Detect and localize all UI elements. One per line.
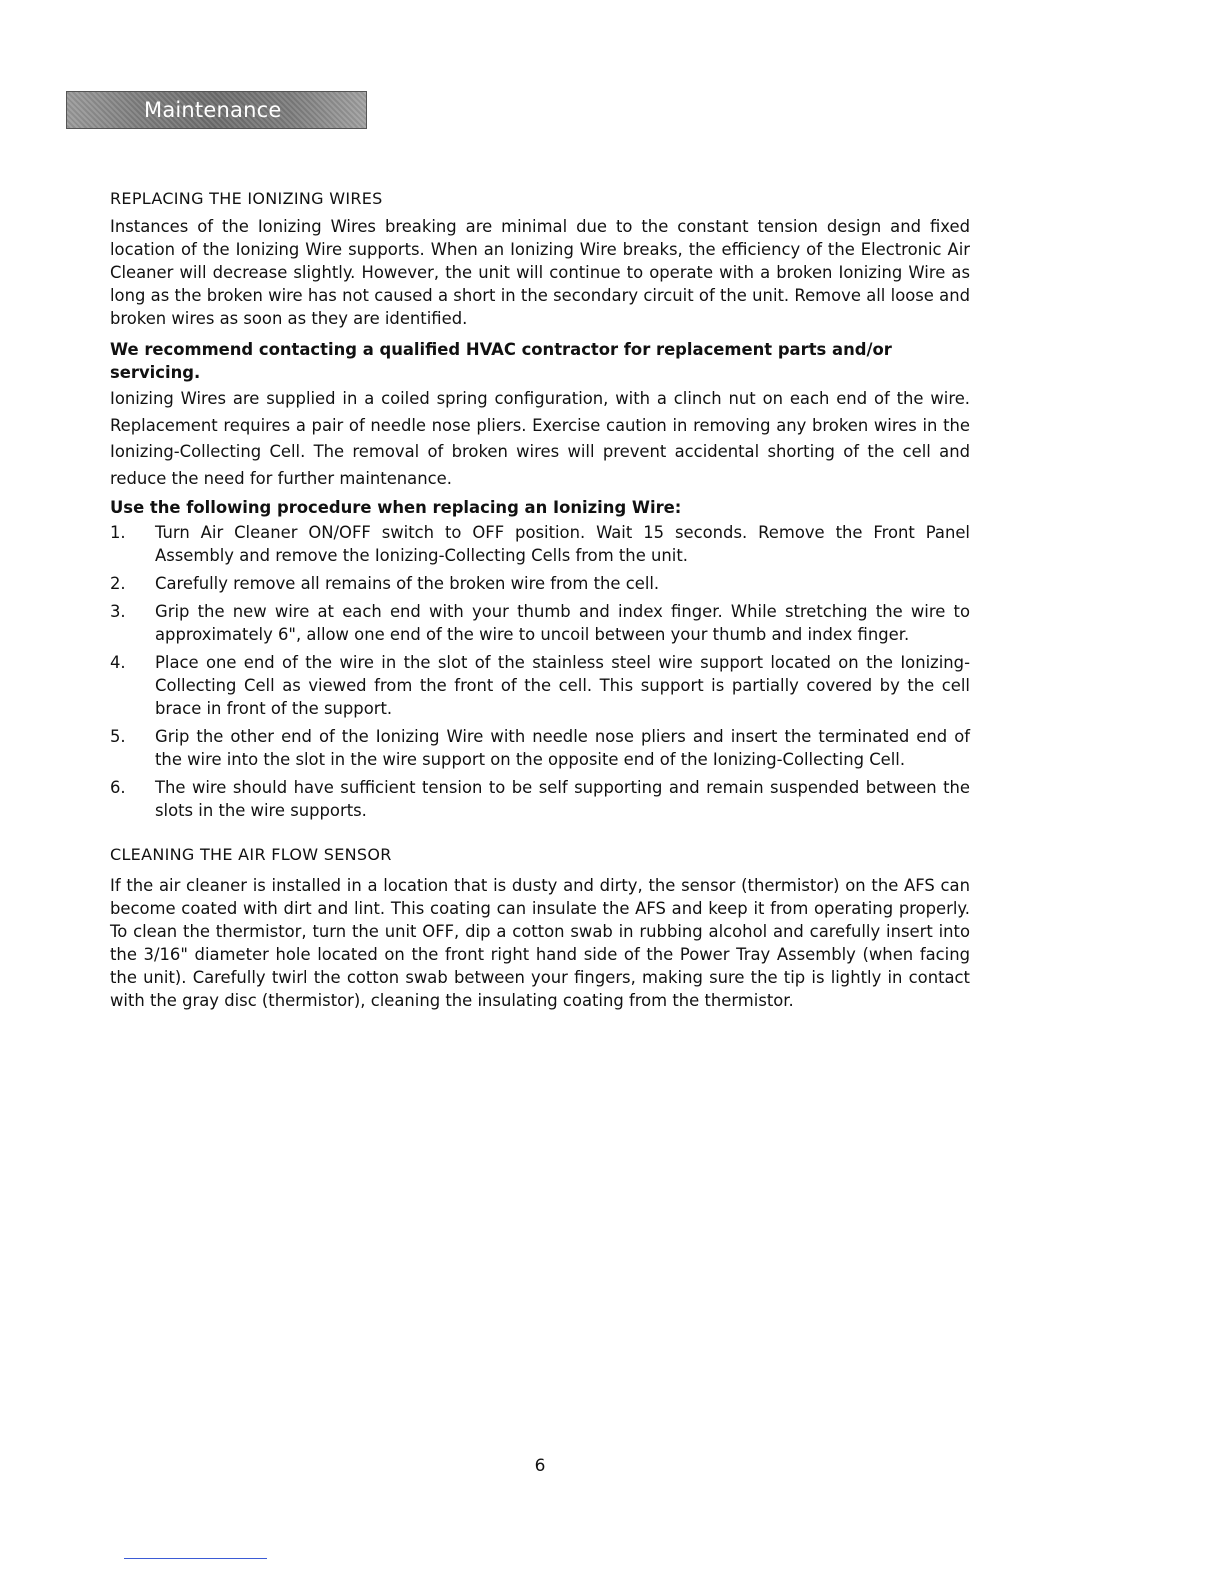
main-content: [110, 188, 970, 1012]
list-item: [110, 776, 970, 822]
step-text: Place one end of the wire in the slot of the stainless steel wire support located on the Ionizing-Collecting Cell as viewed from the front of the cell. This support is partially covered by the cell brace in front of the support.: [155, 653, 970, 718]
step-text: The wire should have sufficient tension to be self supporting and remain suspended between the slots in the wire supports.: [155, 778, 970, 820]
section-cleaning-sensor: [110, 844, 970, 1012]
procedure-steps: [110, 521, 970, 822]
step-number: 5.: [110, 727, 126, 746]
list-item: [110, 521, 970, 567]
page-title: Maintenance: [144, 98, 282, 122]
step-text: Grip the other end of the Ionizing Wire with needle nose pliers and insert the terminated end of the wire into the slot in the wire support on the opposite end of the Ionizing-Collecting Cell.: [155, 727, 970, 769]
list-item: [110, 725, 970, 771]
procedure-intro: Use the following procedure when replacing an Ionizing Wire:: [110, 498, 682, 517]
section-banner: [66, 91, 367, 129]
step-text: Carefully remove all remains of the broken wire from the cell.: [155, 574, 660, 593]
intro-paragraph: Instances of the Ionizing Wires breaking are minimal due to the constant tension design and fixed location of the Ionizing Wire supports. When an Ionizing Wire breaks, the efficiency of the Electronic Air Cleaner will decrease slightly. However, the unit will continue to operate with a broken Ionizing Wire as long as the broken wire has not caused a short in the secondary circuit of the unit. Remove all loose and broken wires as soon as they are identified.: [110, 217, 970, 328]
section-replacing-wires: [110, 188, 970, 822]
step-text: Turn Air Cleaner ON/OFF switch to OFF position. Wait 15 seconds. Remove the Front Panel Assembly and remove the Ionizing-Collecting Cells from the unit.: [155, 523, 970, 565]
section-heading: CLEANING THE AIR FLOW SENSOR: [110, 845, 392, 864]
supply-paragraph: Ionizing Wires are supplied in a coiled spring configuration, with a clinch nut on each end of the wire. Replacement requires a pair of needle nose pliers. Exercise caution in removing any broken wires in the Ionizing-Collecting Cell. The removal of broken wires will prevent accidental shorting of the cell and reduce the need for further maintenance.: [110, 389, 970, 488]
step-text: Grip the new wire at each end with your thumb and index finger. While stretching the wire to approximately 6", allow one end of the wire to uncoil between your thumb and index finger.: [155, 602, 970, 644]
step-number: 6.: [110, 778, 126, 797]
page-number: 6: [534, 1456, 546, 1476]
step-number: 4.: [110, 653, 126, 672]
cleaning-paragraph: If the air cleaner is installed in a location that is dusty and dirty, the sensor (thermistor) on the AFS can become coated with dirt and lint. This coating can insulate the AFS and keep it from operating properly. To clean the thermistor, turn the unit OFF, dip a cotton swab in rubbing alcohol and carefully insert into the 3/16" diameter hole located on the front right hand side of the Power Tray Assembly (when facing the unit). Carefully twirl the cotton swab between your fingers, making sure the tip is lightly in contact with the gray disc (thermistor), cleaning the insulating coating from the thermistor.: [110, 876, 970, 1010]
section-heading: REPLACING THE IONIZING WIRES: [110, 189, 383, 208]
list-item: [110, 572, 970, 595]
footer-rule: [124, 1558, 267, 1559]
step-number: 2.: [110, 574, 126, 593]
list-item: [110, 600, 970, 646]
list-item: [110, 651, 970, 720]
recommendation-note: We recommend contacting a qualified HVAC contractor for replacement parts and/or servicing.: [110, 340, 892, 382]
step-number: 3.: [110, 602, 126, 621]
step-number: 1.: [110, 523, 126, 542]
